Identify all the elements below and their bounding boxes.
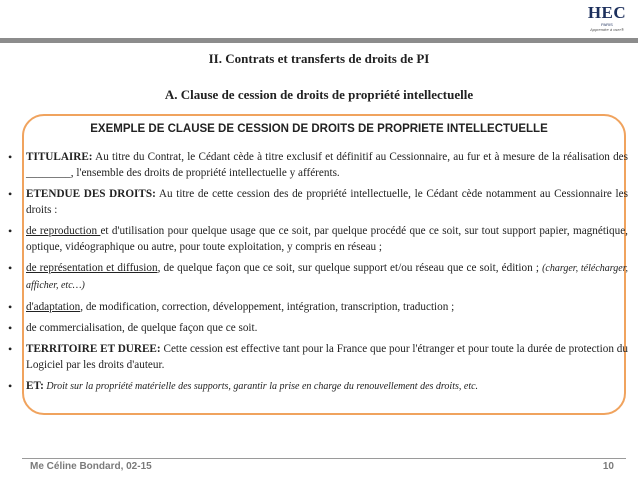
footer-divider [22,458,626,459]
clause-item-representation [8,260,628,294]
header-bar [0,38,638,43]
logo-tagline: Apprendre à oser® [590,27,624,32]
hec-logo [584,4,630,34]
clause-lead: TITULAIRE: [26,151,93,163]
clause-underlined: d'adaptation [26,301,81,313]
clause-underlined: de représentation et diffusion [26,262,158,274]
footer-author: Me Céline Bondard, 02-15 [30,461,152,472]
clause-text: Au titre de cette cession des de propriété intellectuelle, le Cédant cède notamment au Cessionnaire les droits : [26,188,628,216]
clause-text: et d'utilisation pour quelque usage que ce soit, par quelque procédé que ce soit, sur tout support papier, magnétique, optique, vidéographique ou autre, pour toute exploitation, y compris en réseau ; [26,225,628,253]
bullet-icon: • [8,342,13,356]
clause-lead: TERRITOIRE ET DUREE: [26,343,161,355]
bullet-icon: • [8,379,13,393]
clause-item-territoire [8,341,628,373]
clause-item-et [8,378,628,395]
clause-text: , de quelque façon que ce soit, sur quelque support et/ou réseau que ce soit, édition ; [157,262,543,274]
page-number: 10 [602,461,614,472]
clause-underlined: de reproduction [26,225,101,237]
clause-italic: (charger, télécharger, afficher, etc…) [26,263,629,291]
bullet-icon: • [8,300,13,314]
clause-text: , de modification, correction, développement, intégration, transcription, traduction ; [80,301,455,313]
bullet-icon: • [8,187,13,201]
slide-subtitle: A. Clause de cession de droits de propriété intellectuelle [164,87,474,102]
clause-item-reproduction [8,223,628,255]
bullet-icon: • [8,224,13,238]
clause-list [8,149,628,400]
clause-item-etendue [8,186,628,218]
clause-item-titulaire [8,149,628,181]
clause-lead: ET: [26,380,44,392]
logo-text: HEC [587,3,627,22]
clause-italic: Droit sur la propriété matérielle des supports, garantir la prise en charge du renouvellement des droits, etc. [43,381,479,392]
clause-text: Cette cession est effective tant pour la France que pour l'étranger et pour toute la durée de protection du Logiciel par les droits d'auteur. [26,343,628,371]
clause-box-title: EXEMPLE DE CLAUSE DE CESSION DE DROITS DE PROPRIETE INTELLECTUELLE [90,123,548,135]
bullet-icon: • [8,321,13,335]
clause-text: de commercialisation, de quelque façon que ce soit. [26,322,258,334]
logo-sub: PARIS [601,22,613,27]
clause-text: Au titre du Contrat, le Cédant cède à titre exclusif et définitif au Cessionnaire, au fur et à mesure de la réalisation des ________, l'ensemble des droits de propriété intellectuelle y afférents. [26,151,628,179]
clause-lead: ETENDUE DES DROITS: [26,188,156,200]
bullet-icon: • [8,261,13,275]
clause-item-adaptation [8,299,628,315]
clause-item-commercialisation [8,320,628,336]
slide-title: II. Contrats et transferts de droits de PI [208,51,430,66]
bullet-icon: • [8,150,13,164]
